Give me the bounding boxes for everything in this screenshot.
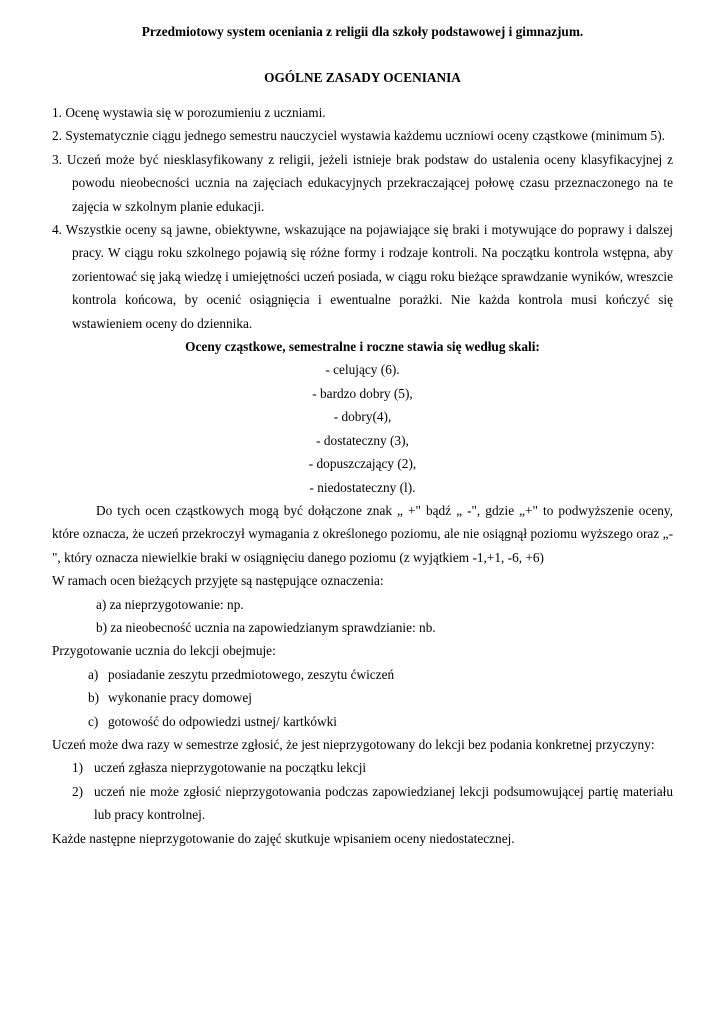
section-heading: OGÓLNE ZASADY OCENIANIA [264, 70, 461, 85]
item-text: uczeń nie może zgłosić nieprzygotowania podczas zapowiedzianej lekcji podsumowującej partię materiału lub pracy kontrolnej. [94, 783, 673, 823]
grade-item: - celujący (6). [325, 362, 400, 378]
item-label: c) [88, 713, 99, 729]
item-text: posiadanie zeszytu przedmiotowego, zeszytu ćwiczeń [108, 666, 395, 682]
preparation-item [52, 710, 673, 733]
unprepared-rule-item [52, 756, 673, 779]
marks-list [52, 593, 673, 640]
preparation-intro: Przygotowanie ucznia do lekcji obejmuje: [52, 643, 276, 659]
rule-item [52, 101, 673, 124]
rule-number: 4. [52, 222, 62, 238]
rule-text: Uczeń może być niesklasyfikowany z religii, jeżeli istnieje brak podstaw do ustalenia oceny klasyfikacyjnej z powodu nieobecności ucznia na zajęciach edukacyjnych przekraczającej połowę czasu przeznaczonego na te zajęcia w szkolnym planie edukacji. [66, 151, 673, 214]
rule-number: 2. [52, 128, 62, 144]
unprepared-rules-list [52, 756, 673, 826]
item-text: wykonanie pracy domowej [108, 690, 253, 706]
plus-minus-paragraph: Do tych ocen cząstkowych mogą być dołączone znak „ +" bądź „ -", gdzie „+" to podwyższenie oceny, które oznacza, że uczeń przekroczył wymagania z określonego poziomu, ale nie osiągnął poziomu wyższego oraz „-", który oznacza niewielkie braki w osiągnięciu danego poziomu (z wyjątkiem -1,+1, -6, +6) [52, 502, 673, 565]
unprepared-rule-item [52, 780, 673, 827]
preparation-item [52, 663, 673, 686]
rule-item [52, 218, 673, 335]
unprepared-intro: Uczeń może dwa razy w semestrze zgłosić, że jest nieprzygotowany do lekcji bez podania konkretnej przyczyny: [52, 736, 655, 752]
mark-item: b) za nieobecność ucznia na zapowiedzianym sprawdzianie: nb. [96, 619, 436, 635]
item-label: 1) [72, 760, 84, 776]
item-label: a) [88, 666, 99, 682]
grade-item: - niedostateczny (l). [309, 479, 416, 495]
item-text: uczeń zgłasza nieprzygotowanie na początku lekcji [94, 760, 367, 776]
document-page [52, 20, 673, 850]
grading-scale-list [52, 358, 673, 498]
rule-item [52, 124, 673, 147]
grade-item: - dopuszczający (2), [308, 456, 417, 472]
rule-text: Ocenę wystawia się w porozumieniu z uczniami. [65, 105, 326, 120]
item-text: gotowość do odpowiedzi ustnej/ kartkówki [108, 713, 337, 729]
rule-item [52, 148, 673, 218]
grading-scale-heading: Oceny cząstkowe, semestralne i roczne stawia się według skali: [185, 339, 540, 355]
rule-number: 1. [52, 105, 62, 120]
item-label: b) [88, 690, 100, 706]
grade-item: - bardzo dobry (5), [312, 385, 413, 401]
grade-item: - dobry(4), [333, 409, 392, 425]
marks-intro: W ramach ocen bieżących przyjęte są następujące oznaczenia: [52, 573, 384, 589]
general-rules-list [52, 101, 673, 335]
rule-text: Systematycznie ciągu jednego semestru nauczyciel wystawia każdemu uczniowi oceny cząstkowe (minimum 5). [65, 128, 665, 144]
item-label: 2) [72, 783, 84, 799]
preparation-list [52, 663, 673, 733]
rule-number: 3. [52, 151, 62, 167]
closing-statement: Każde następne nieprzygotowanie do zajęć skutkuje wpisaniem oceny niedostatecznej. [52, 830, 515, 846]
preparation-item [52, 686, 673, 709]
grade-item: - dostateczny (3), [316, 432, 409, 448]
document-title: Przedmiotowy system oceniania z religii dla szkoły podstawowej i gimnazjum. [141, 24, 584, 39]
rule-text: Wszystkie oceny są jawne, obiektywne, wskazujące na pojawiające się braki i motywujące do poprawy i dalszej pracy. W ciągu roku szkolnego pojawią się różne formy i rodzaje kontroli. Na początku kontrola wstępna, aby zorientować się jaką wiedzę i umiejętności uczeń posiada, w ciągu roku bieżące sprawdzanie wyników, wreszcie kontrola końcowa, by ocenić osiągnięcia i ewentualne porażki. Nie każda kontrola musi kończyć się wstawieniem oceny do dziennika. [65, 222, 673, 331]
mark-item: a) za nieprzygotowanie: np. [96, 596, 244, 612]
